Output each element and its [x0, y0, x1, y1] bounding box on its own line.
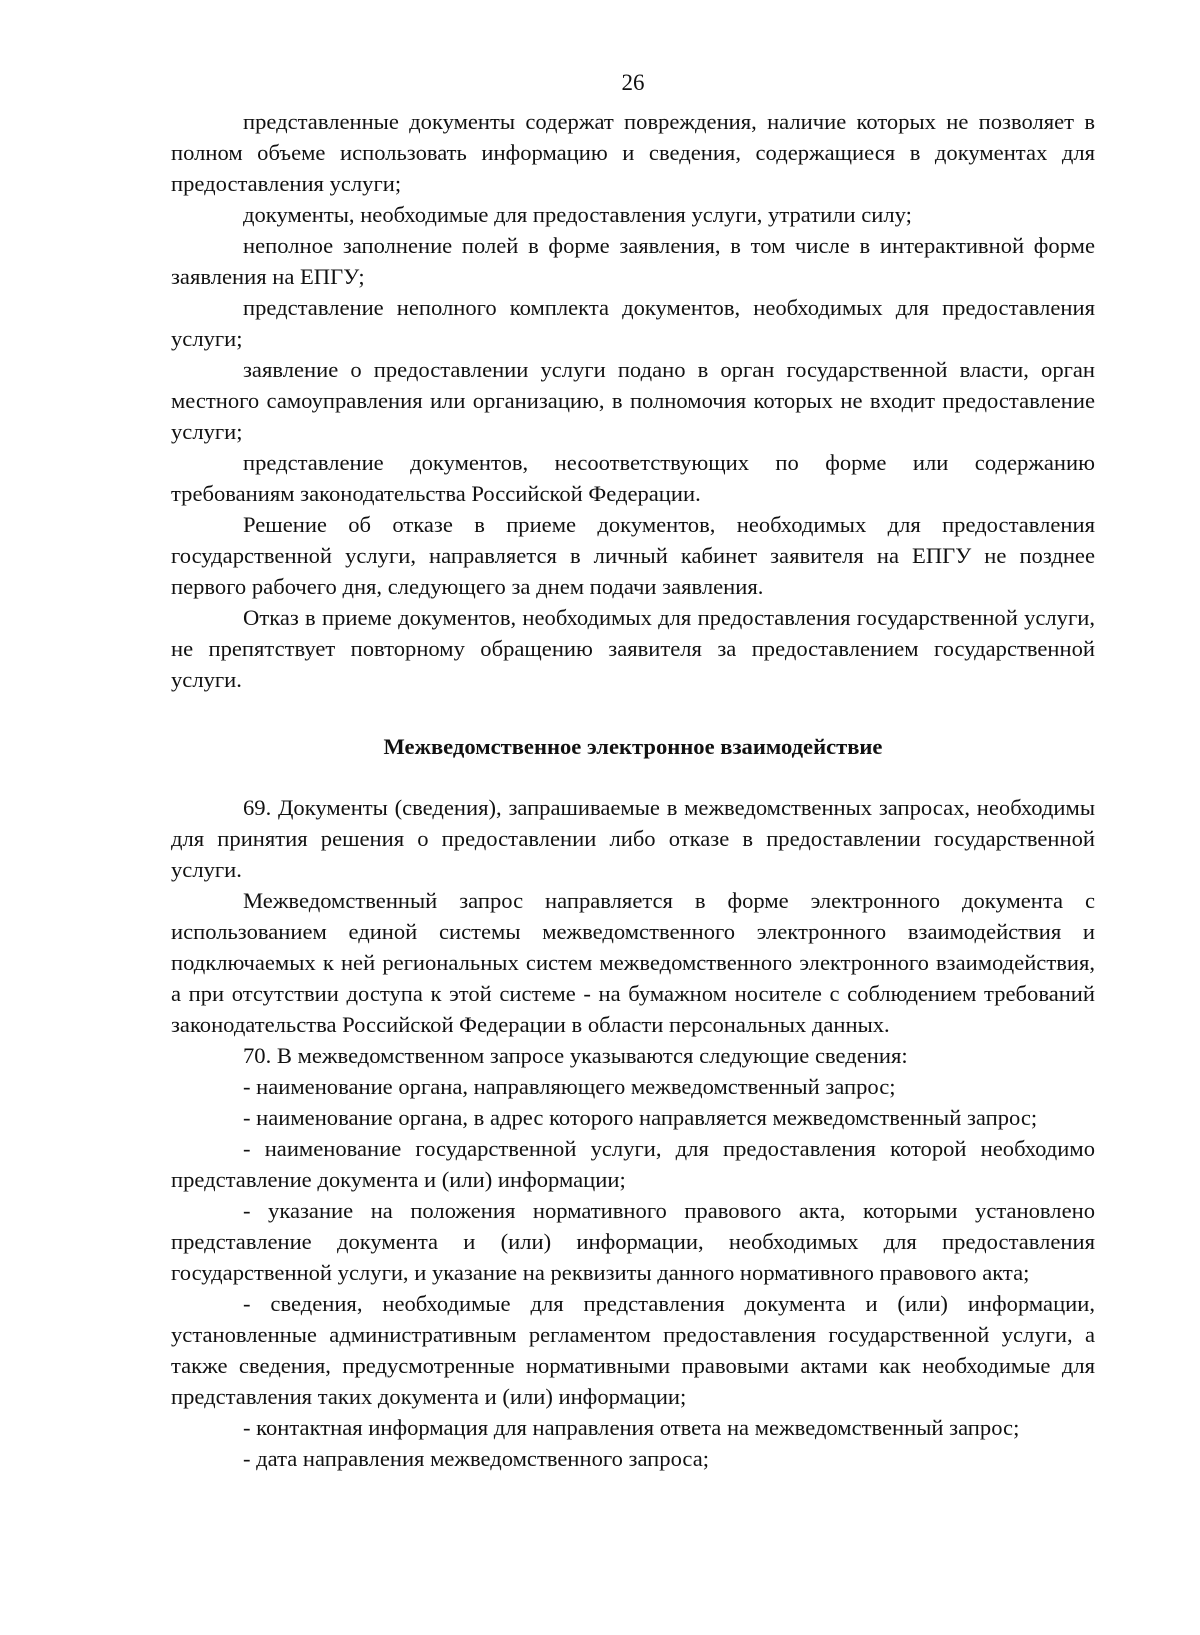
paragraph-incomplete-set: представление неполного комплекта документов, необходимых для предоставления услуги; [171, 295, 1095, 351]
paragraph-refusal-no-obstacle: Отказ в приеме документов, необходимых для предоставления государственной услуги, не препятствует повторному обращению заявителя за предоставлением государственной услуги. [171, 605, 1095, 692]
paragraph-expired-documents: документы, необходимые для предоставления услуги, утратили силу; [243, 202, 912, 227]
page-number: 26 [621, 70, 645, 95]
section-heading: Межведомственное электронное взаимодействие [383, 734, 883, 759]
document-page [171, 68, 1095, 1474]
list-item: - наименование государственной услуги, для предоставления которой необходимо представление документа и (или) информации; [171, 1136, 1095, 1192]
list-item: - указание на положения нормативного правового акта, которыми установлено представление документа и (или) информации, необходимых для предоставления государственной услуги, и указание на реквизиты данного нормативного правового акта; [171, 1198, 1095, 1285]
paragraph-damaged-documents: представленные документы содержат повреждения, наличие которых не позволяет в полном объеме использовать информацию и сведения, содержащиеся в документах для предоставления услуги; [171, 109, 1095, 196]
list-item: - наименование органа, в адрес которого направляется межведомственный запрос; [243, 1105, 1038, 1130]
paragraph-69: 69. Документы (сведения), запрашиваемые в межведомственных запросах, необходимы для принятия решения о предоставлении либо отказе в предоставлении государственной услуги. [171, 795, 1095, 882]
paragraph-non-compliant-documents: представление документов, несоответствующих по форме или содержанию требованиям законодательства Российской Федерации. [171, 450, 1095, 506]
list-item: - контактная информация для направления ответа на межведомственный запрос; [243, 1415, 1020, 1440]
paragraph-interagency-request-form: Межведомственный запрос направляется в форме электронного документа с использованием единой системы межведомственного электронного взаимодействия и подключаемых к ней региональных систем межведомственного электронного взаимодействия, а при отсутствии доступа к этой системе - на бумажном носителе с соблюдением требований законодательства Российской Федерации в области персональных данных. [171, 888, 1095, 1037]
paragraph-70: 70. В межведомственном запросе указываются следующие сведения: [243, 1043, 908, 1068]
list-item: - сведения, необходимые для представления документа и (или) информации, установленные административным регламентом предоставления государственной услуги, а также сведения, предусмотренные нормативными правовыми актами как необходимые для представления таких документа и (или) информации; [171, 1291, 1095, 1409]
list-item: - наименование органа, направляющего межведомственный запрос; [243, 1074, 896, 1099]
paragraph-refusal-decision: Решение об отказе в приеме документов, необходимых для предоставления государственной услуги, направляется в личный кабинет заявителя на ЕПГУ не позднее первого рабочего дня, следующего за днем подачи заявления. [171, 512, 1095, 599]
paragraph-incomplete-form: неполное заполнение полей в форме заявления, в том числе в интерактивной форме заявления на ЕПГУ; [171, 233, 1095, 289]
paragraph-wrong-authority: заявление о предоставлении услуги подано в орган государственной власти, орган местного самоуправления или организацию, в полномочия которых не входит предоставление услуги; [171, 357, 1095, 444]
list-item: - дата направления межведомственного запроса; [243, 1446, 710, 1471]
